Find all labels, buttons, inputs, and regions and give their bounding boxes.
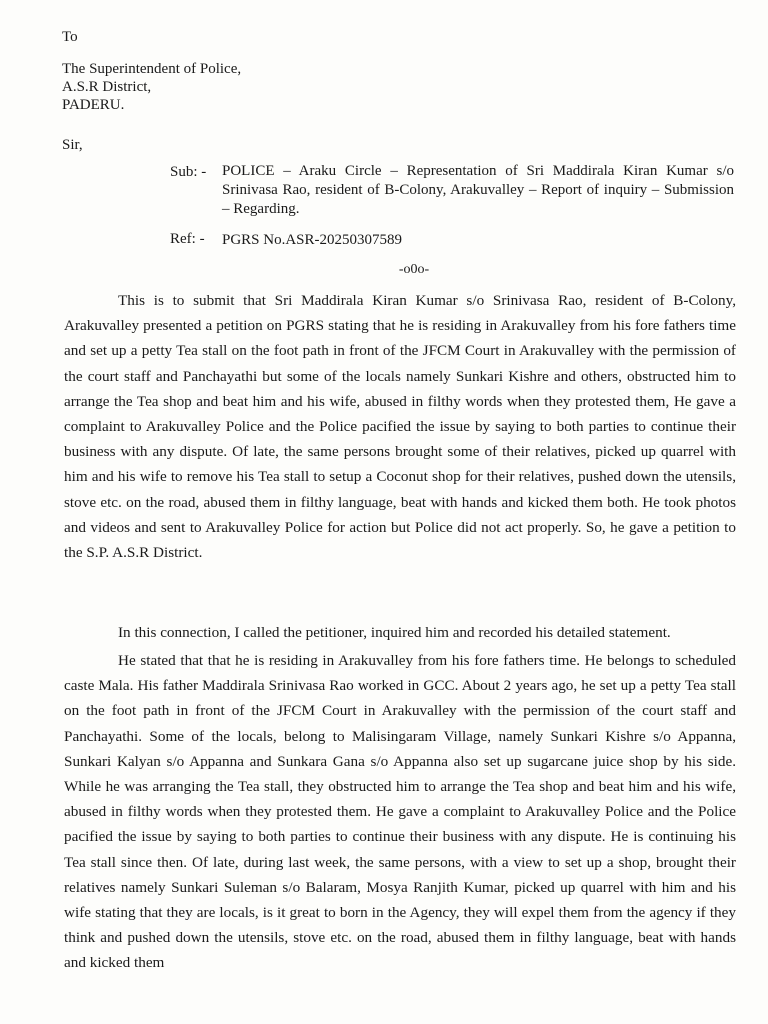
addressee-line-1: The Superintendent of Police,: [62, 61, 242, 77]
paragraph-2: In this connection, I called the petitioner, inquired him and recorded his detailed statement.: [118, 624, 671, 641]
subject-text: POLICE – Araku Circle – Representation of Sri Maddirala Kiran Kumar s/o Srinivasa Rao, resident of B-Colony, Arakuvalley – Report of inquiry – Submission – Regarding.: [222, 163, 734, 217]
subject-label: Sub: -: [170, 164, 207, 180]
to-line: To: [62, 29, 78, 45]
reference-label: Ref: -: [170, 231, 205, 247]
separator: -o0o-: [398, 262, 430, 277]
salutation: Sir,: [62, 137, 83, 153]
paragraph-3: He stated that that he is residing in Arakuvalley from his fore fathers time. He belongs to scheduled caste Mala. His father Maddirala Srinivasa Rao worked in GCC. About 2 years ago, he set up a petty Tea stall on the foot path in front of the JFCM Court in Arakuvalley with the permission of the court staff and Panchayathi. Some of the locals, belong to Malisingaram Village, namely Sunkari Kishre s/o Appanna, Sunkari Kalyan s/o Appanna and Sunkara Gana s/o Appanna also set up sugarcane juice shop by his side. While he was arranging the Tea stall, they obstructed him to arrange the Tea shop and beat him and his wife, abused in filthy words when they protested them. He gave a complaint to Arakuvalley Police and the Police pacified the issue by saying to both parties to continue their business with any dispute. He is continuing his Tea stall since then. Of late, during last week, the same persons, with a view to set up a shop, brought their relatives namely Sunkari Suleman s/o Balaram, Mosya Ranjith Kumar, picked up quarrel with him and his wife stating that they are locals, is it great to born in the Agency, they will expel them from the agency if they think and pushed down the utensils, stove etc. on the road, abused them in filthy language, beat with hands and kicked them: [64, 652, 736, 972]
reference-number: PGRS No.ASR-20250307589: [222, 232, 403, 248]
addressee-line-3: PADERU.: [62, 97, 125, 113]
paragraph-1: This is to submit that Sri Maddirala Kiran Kumar s/o Srinivasa Rao, resident of B-Colony, Arakuvalley presented a petition on PGRS stating that he is residing in Arakuvalley from his fore fathers time and set up a petty Tea stall on the foot path in front of the JFCM Court in Arakuvalley with the permission of the court staff and Panchayathi but some of the locals namely Sunkari Kishre and others, obstructed him to arrange the Tea shop and beat him and his wife, abused in filthy words when they protested them, He gave a complaint to Arakuvalley Police and the Police pacified the issue by saying to both parties to continue their business with any dispute. Of late, the same persons brought some of their relatives, picked up quarrel with him and his wife to remove his Tea stall to setup a Coconut shop for their relatives, pushed down the utensils, stove etc. on the road, abused them in filthy language, beat with hands and kicked them both. He took photos and videos and sent to Arakuvalley Police for action but Police did not act properly. So, he gave a petition to the S.P. A.S.R District.: [64, 292, 736, 562]
addressee-line-2: A.S.R District,: [62, 79, 152, 95]
